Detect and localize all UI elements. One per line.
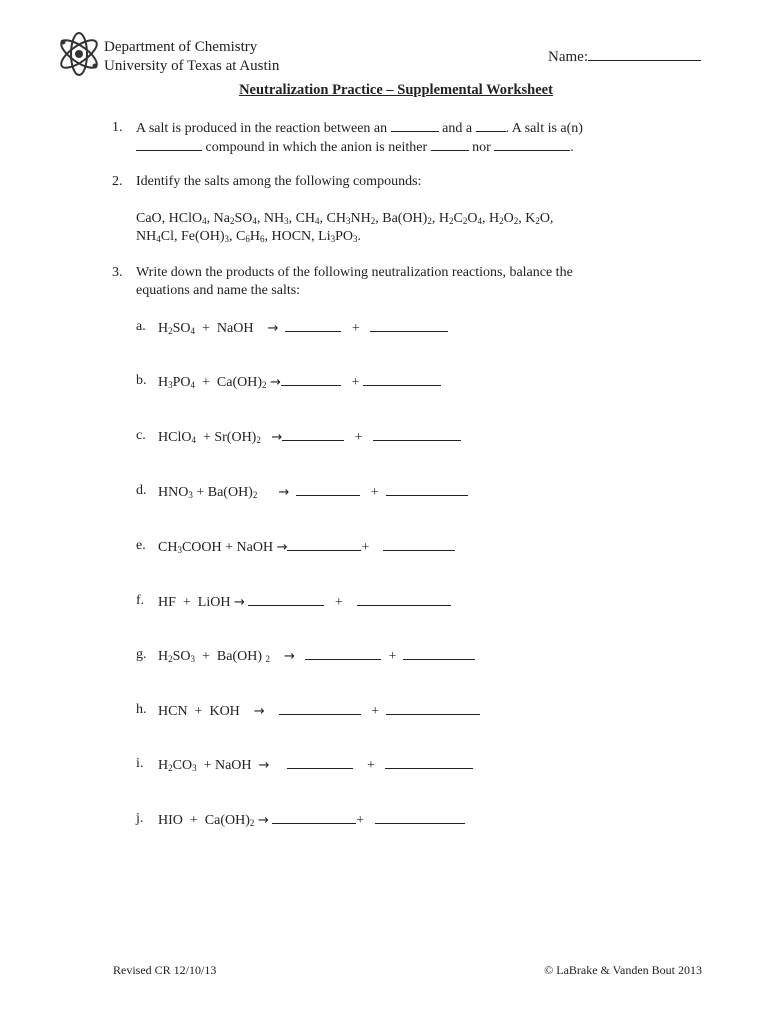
right-arrow-icon: →: [278, 485, 290, 500]
q1-text-4: compound in which the anion is neither: [205, 140, 428, 155]
plus-sign: +: [351, 321, 360, 336]
q1-blank-1[interactable]: [391, 119, 439, 132]
plus-sign: +: [356, 813, 365, 828]
product-blank[interactable]: [285, 319, 341, 332]
product-blank[interactable]: [287, 538, 361, 551]
product-blank[interactable]: [287, 756, 353, 769]
product-blank[interactable]: [383, 538, 455, 551]
product-blank[interactable]: [357, 593, 451, 606]
reaction-b: $H_3PO_4 + Ca(OH)_2$ → +: [158, 373, 441, 391]
reaction-j: HIO + $Ca(OH)_2$ → +: [158, 811, 465, 829]
reaction-d-label: d.: [136, 483, 147, 498]
product-blank[interactable]: [281, 373, 341, 386]
q1-text-5: nor: [472, 140, 491, 155]
plus-sign: +: [388, 649, 397, 664]
reaction-i-label: i.: [136, 756, 144, 771]
product-blank[interactable]: [282, 428, 344, 441]
right-arrow-icon: →: [270, 375, 281, 390]
q1-text-6: .: [570, 140, 574, 155]
q1-blank-5[interactable]: [494, 138, 570, 151]
name-field[interactable]: [548, 47, 701, 66]
question-3: [136, 264, 676, 300]
atom-logo-icon: [55, 30, 103, 78]
plus-sign: +: [370, 485, 379, 500]
reaction-h-label: h.: [136, 702, 147, 717]
reaction-j-label: j.: [136, 811, 144, 826]
name-label: Name:: [548, 49, 588, 65]
reaction-b-label: b.: [136, 373, 147, 388]
right-arrow-icon: →: [253, 704, 265, 719]
reaction-f: HF + LiOH → +: [158, 593, 451, 611]
reaction-c: HClO$_4$ + $Sr(OH)_2$ → +: [158, 428, 461, 446]
product-blank[interactable]: [370, 319, 448, 332]
reaction-i: $H_2CO_3$ + NaOH → +: [158, 756, 473, 774]
product-blank[interactable]: [386, 702, 480, 715]
product-blank[interactable]: [373, 428, 461, 441]
plus-sign: +: [334, 595, 343, 610]
right-arrow-icon: →: [257, 813, 269, 828]
q3-number: 3.: [112, 265, 123, 280]
plus-sign: +: [351, 375, 360, 390]
product-blank[interactable]: [363, 373, 441, 386]
q1-blank-4[interactable]: [431, 138, 469, 151]
q1-text-1: A salt is produced in the reaction between an: [136, 121, 388, 136]
product-blank[interactable]: [385, 756, 473, 769]
right-arrow-icon: →: [284, 649, 295, 664]
reaction-c-label: c.: [136, 428, 146, 443]
plus-sign: +: [366, 758, 375, 773]
reaction-d: $HNO_3 + Ba(OH)_2$ → +: [158, 483, 468, 501]
reaction-g-label: g.: [136, 647, 147, 662]
reaction-h: HCN + KOH → +: [158, 702, 480, 720]
product-blank[interactable]: [296, 483, 360, 496]
reaction-e: $CH_3COOH$ + NaOH → +: [158, 538, 455, 556]
reaction-e-label: e.: [136, 538, 146, 553]
reaction-g: $H_2SO_3 + Ba(OH)$ $_2$ → +: [158, 647, 475, 665]
university-name: University of Texas at Austin: [104, 58, 280, 74]
plus-sign: +: [354, 430, 363, 445]
right-arrow-icon: →: [271, 430, 283, 445]
product-blank[interactable]: [386, 483, 468, 496]
right-arrow-icon: →: [258, 758, 270, 773]
name-blank[interactable]: [588, 47, 701, 61]
q1-text-3: . A salt is a(n): [505, 121, 583, 136]
right-arrow-icon: →: [233, 595, 245, 610]
q1-number: 1.: [112, 120, 123, 135]
copyright-note: © LaBrake & Vanden Bout 2013: [544, 963, 702, 977]
plus-sign: +: [371, 704, 380, 719]
worksheet-title: Neutralization Practice – Supplemental Worksheet: [239, 82, 553, 98]
product-blank[interactable]: [403, 647, 475, 660]
product-blank[interactable]: [272, 811, 356, 824]
compound-list: CaO, HClO$_4$, $Na_2SO_4$, $NH_3$, $CH_4$, $CH_3NH_2$, $Ba(OH)_2$, $H_2C_2O_4$, $H_2O_2$, $K_2O$, $NH_4Cl$, $Fe(OH)_3$, $C_6H_6$, HOCN, $Li_3PO_3$.: [136, 211, 554, 244]
q1-blank-2[interactable]: [476, 119, 506, 132]
reaction-f-label: f.: [136, 593, 145, 608]
q3-line-1: Write down the products of the following neutralization reactions, balance the: [136, 265, 573, 280]
product-blank[interactable]: [248, 593, 324, 606]
right-arrow-icon: →: [267, 321, 279, 336]
revision-note: Revised CR 12/10/13: [113, 963, 217, 977]
right-arrow-icon: →: [276, 540, 288, 555]
q3-line-2: equations and name the salts:: [136, 283, 301, 298]
q2-number: 2.: [112, 174, 123, 189]
question-2: Identify the salts among the following compounds:: [136, 174, 422, 189]
department-name: Department of Chemistry: [104, 39, 258, 55]
reaction-a: $H_2SO_4$ + NaOH → +: [158, 319, 448, 337]
question-1: [136, 119, 676, 157]
product-blank[interactable]: [279, 702, 361, 715]
q1-text-2: and a: [442, 121, 473, 136]
product-blank[interactable]: [375, 811, 465, 824]
reaction-a-label: a.: [136, 319, 146, 334]
product-blank[interactable]: [305, 647, 381, 660]
q1-blank-3[interactable]: [136, 138, 202, 151]
plus-sign: +: [361, 540, 370, 555]
